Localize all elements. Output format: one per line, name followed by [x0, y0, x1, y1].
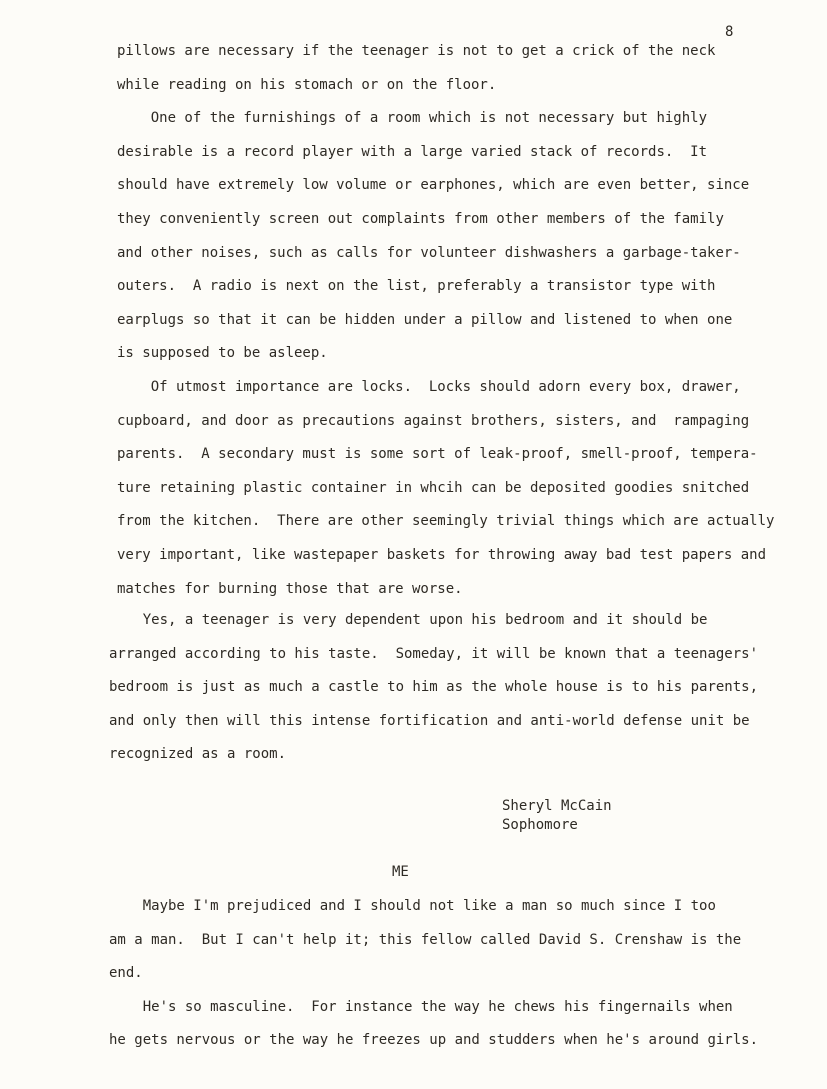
text-line: arranged according to his taste. Someday, it will be known that a teenagers' [109, 645, 759, 662]
text-line: very important, like wastepaper baskets for throwing away bad test papers and [117, 547, 767, 563]
text-line: and other noises, such as calls for volunteer dishwashers a garbage-taker- [117, 244, 741, 261]
text-line: they conveniently screen out complaints from other members of the family [117, 211, 724, 227]
text-line: bedroom is just as much a castle to him as the whole house is to his parents, [109, 679, 759, 696]
text-line: should have extremely low volume or earphones, which are even better, since [117, 177, 750, 194]
text-line: matches for burning those that are worse. [117, 580, 463, 597]
text-line: from the kitchen. There are other seemingly trivial things which are actually [117, 513, 775, 530]
text-line: cupboard, and door as precautions against brothers, sisters, and rampaging [117, 412, 750, 429]
text-line: Yes, a teenager is very dependent upon his bedroom and it should be [109, 612, 708, 628]
text-line: desirable is a record player with a large varied stack of records. It [117, 143, 708, 160]
author-name: Sheryl McCain [502, 798, 612, 814]
text-line: ture retaining plastic container in whcih can be deposited goodies snitched [117, 479, 750, 496]
text-line: pillows are necessary if the teenager is not to get a crick of the neck [117, 43, 716, 59]
text-line: One of the furnishings of a room which is not necessary but highly [117, 110, 708, 127]
text-line: He's so masculine. For instance the way he chews his fingernails when [109, 998, 733, 1015]
text-line: outers. A radio is next on the list, preferably a transistor type with [117, 278, 716, 295]
text-line: parents. A secondary must is some sort of leak-proof, smell-proof, tempera- [117, 446, 758, 463]
text-line: am a man. But I can't help it; this fellow called David S. Crenshaw is the [109, 931, 742, 948]
text-line: Of utmost importance are locks. Locks should adorn every box, drawer, [117, 379, 741, 395]
text-line: and only then will this intense fortification and anti-world defense unit be [109, 712, 750, 729]
text-line: while reading on his stomach or on the floor. [117, 76, 497, 93]
text-line: Maybe I'm prejudiced and I should not like a man so much since I too [109, 898, 716, 914]
author-grade: Sophomore [502, 817, 578, 833]
text-line: end. [109, 965, 143, 982]
text-line: earplugs so that it can be hidden under a pillow and listened to when one [117, 311, 733, 328]
text-line: recognized as a room. [109, 746, 287, 763]
essay-title: ME [392, 864, 409, 880]
page-number: 8 [725, 24, 734, 40]
text-line: is supposed to be asleep. [117, 345, 328, 362]
text-line: he gets nervous or the way he freezes up and studders when he's around girls. [109, 1032, 759, 1049]
